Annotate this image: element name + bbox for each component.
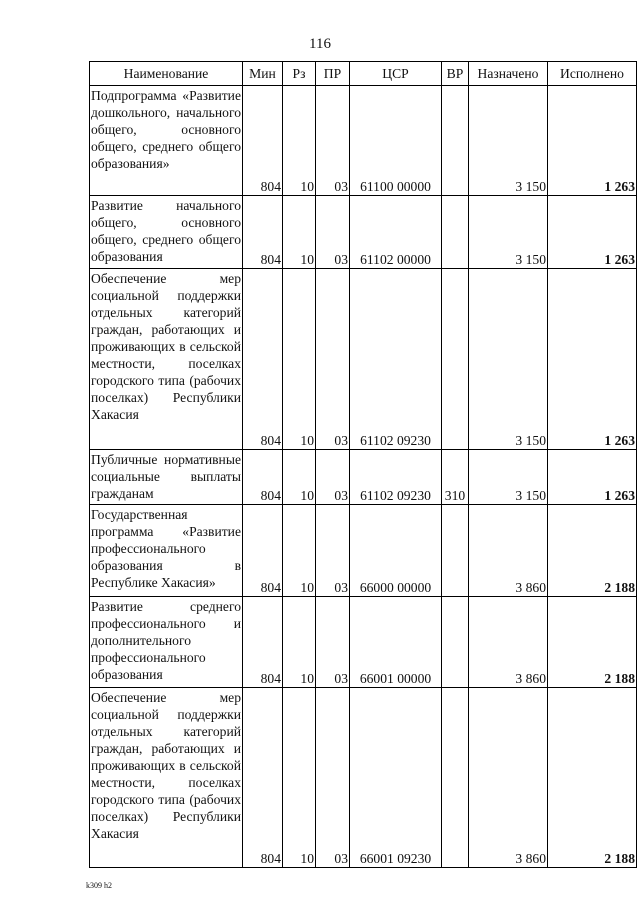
row-assigned: 3 860 (469, 597, 548, 688)
row-pr: 03 (316, 597, 350, 688)
row-name: Подпрограмма «Развитие дошкольного, начального общего, основного общего, среднего общего образования» (90, 86, 243, 196)
row-assigned: 3 150 (469, 196, 548, 269)
row-assigned: 3 860 (469, 505, 548, 597)
row-executed: 2 188 (548, 505, 637, 597)
row-vr (442, 196, 469, 269)
row-pr: 03 (316, 450, 350, 505)
row-csr: 61102 09230 (350, 269, 442, 450)
row-assigned: 3 150 (469, 269, 548, 450)
row-name: Обеспечение мер социальной поддержки отдельных категорий граждан, работающих и проживающих в сельской местности, поселках городского типа (рабочих поселках) Республики Хакасия (90, 269, 243, 450)
row-name: Развитие среднего профессионального и дополнительного профессионального образования (90, 597, 243, 688)
row-pr: 03 (316, 196, 350, 269)
table-row (90, 505, 637, 597)
table-row (90, 269, 637, 450)
row-csr: 61102 00000 (350, 196, 442, 269)
row-executed: 1 263 (548, 450, 637, 505)
col-header-assigned: Назначено (469, 62, 548, 86)
row-executed: 2 188 (548, 688, 637, 868)
row-min: 804 (243, 269, 283, 450)
row-min: 804 (243, 196, 283, 269)
row-rz: 10 (283, 505, 316, 597)
row-executed: 2 188 (548, 597, 637, 688)
row-executed: 1 263 (548, 269, 637, 450)
row-rz: 10 (283, 196, 316, 269)
row-name: Публичные нормативные социальные выплаты гражданам (90, 450, 243, 505)
row-name: Государственная программа «Развитие профессионального образования в Республике Хакасия» (90, 505, 243, 597)
row-assigned: 3 150 (469, 450, 548, 505)
row-rz: 10 (283, 450, 316, 505)
table-row (90, 450, 637, 505)
budget-table (89, 61, 637, 868)
row-csr: 61102 09230 (350, 450, 442, 505)
col-header-min: Мин (243, 62, 283, 86)
row-rz: 10 (283, 269, 316, 450)
row-assigned: 3 860 (469, 688, 548, 868)
row-name: Обеспечение мер социальной поддержки отдельных категорий граждан, работающих и проживающих в сельской местности, поселках городского типа (рабочих поселках) Республики Хакасия (90, 688, 243, 868)
row-vr (442, 86, 469, 196)
table-row (90, 597, 637, 688)
row-vr (442, 269, 469, 450)
row-pr: 03 (316, 86, 350, 196)
row-rz: 10 (283, 688, 316, 868)
table-row (90, 688, 637, 868)
table-header-row (90, 62, 637, 86)
row-min: 804 (243, 450, 283, 505)
col-header-rz: Рз (283, 62, 316, 86)
col-header-executed: Исполнено (548, 62, 637, 86)
row-pr: 03 (316, 688, 350, 868)
row-min: 804 (243, 86, 283, 196)
row-min: 804 (243, 597, 283, 688)
row-csr: 66001 00000 (350, 597, 442, 688)
row-executed: 1 263 (548, 86, 637, 196)
row-executed: 1 263 (548, 196, 637, 269)
row-vr (442, 688, 469, 868)
table-row (90, 86, 637, 196)
row-pr: 03 (316, 505, 350, 597)
row-rz: 10 (283, 86, 316, 196)
row-csr: 66000 00000 (350, 505, 442, 597)
row-min: 804 (243, 688, 283, 868)
footer-code: k309 h2 (86, 881, 112, 890)
col-header-pr: ПР (316, 62, 350, 86)
col-header-name: Наименование (90, 62, 243, 86)
table-row (90, 196, 637, 269)
col-header-vr: ВР (442, 62, 469, 86)
row-csr: 66001 09230 (350, 688, 442, 868)
page-number: 116 (309, 36, 331, 52)
row-min: 804 (243, 505, 283, 597)
row-vr (442, 505, 469, 597)
col-header-csr: ЦСР (350, 62, 442, 86)
row-assigned: 3 150 (469, 86, 548, 196)
row-vr (442, 597, 469, 688)
row-name: Развитие начального общего, основного общего, среднего общего образования (90, 196, 243, 269)
row-pr: 03 (316, 269, 350, 450)
row-rz: 10 (283, 597, 316, 688)
row-csr: 61100 00000 (350, 86, 442, 196)
row-vr: 310 (442, 450, 469, 505)
